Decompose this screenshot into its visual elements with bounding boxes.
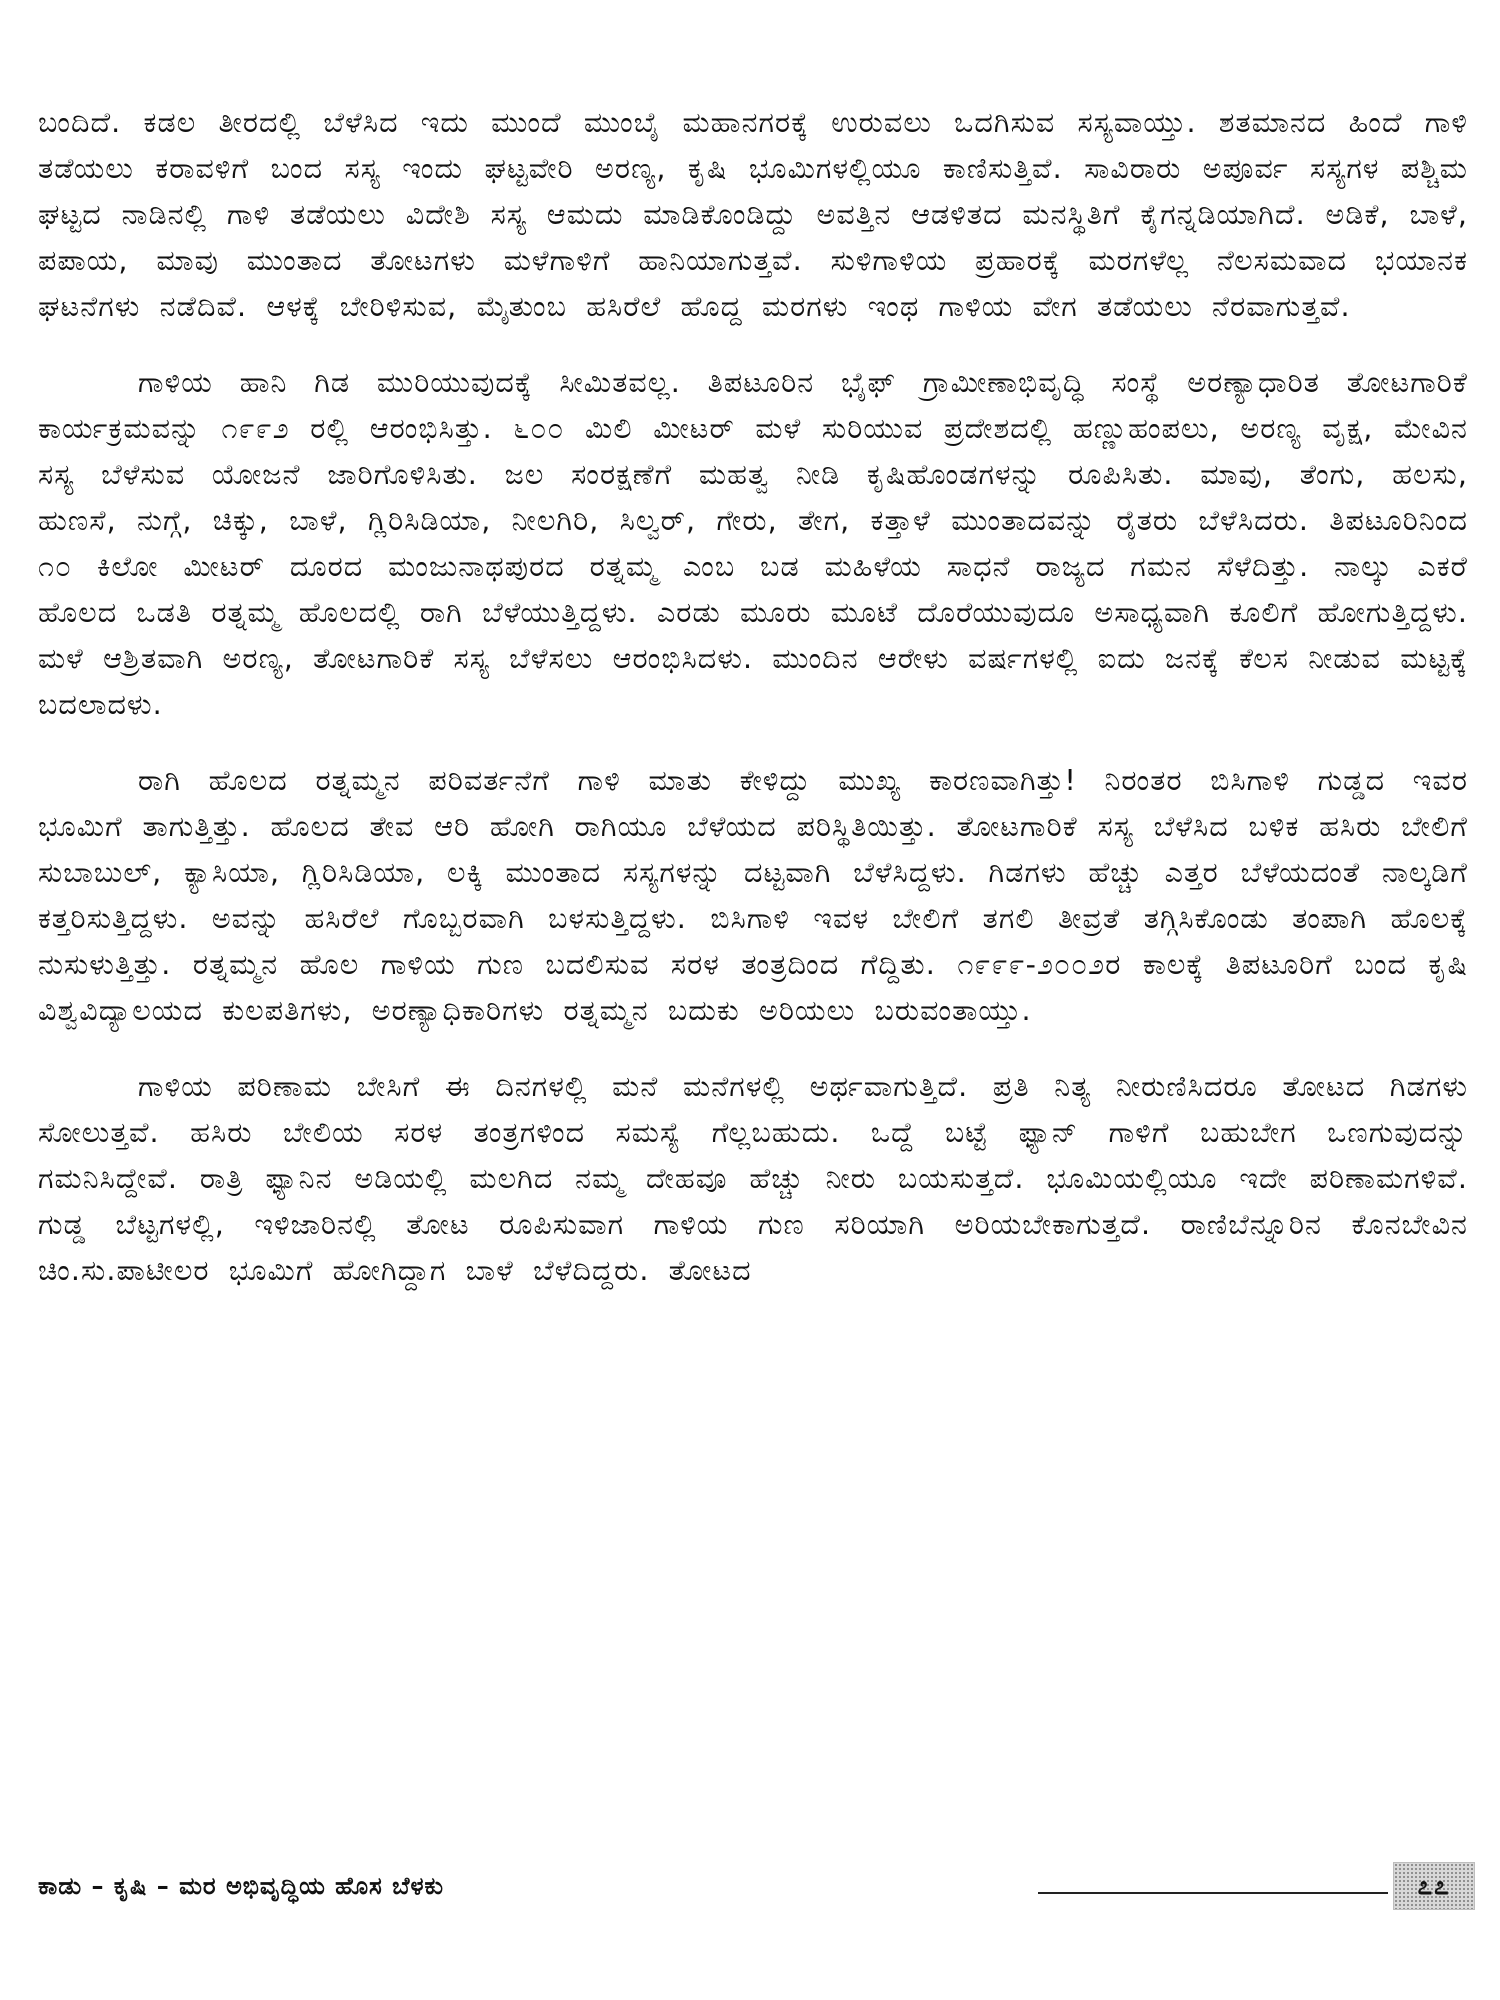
article-body: [38, 100, 1468, 1324]
paragraph-1: ಬಂದಿದೆ. ಕಡಲ ತೀರದಲ್ಲಿ ಬೆಳೆಸಿದ ಇದು ಮುಂದೆ ಮುಂಬೈ ಮಹಾನಗರಕ್ಕೆ ಉರುವಲು ಒದಗಿಸುವ ಸಸ್ಯವಾಯ್ತು. ಶತಮಾನದ ಹಿಂದೆ ಗಾಳಿ ತಡೆಯಲು ಕರಾವಳಿಗೆ ಬಂದ ಸಸ್ಯ ಇಂದು ಘಟ್ಟವೇರಿ ಅರಣ್ಯ, ಕೃಷಿ ಭೂಮಿಗಳಲ್ಲಿಯೂ ಕಾಣಿಸುತ್ತಿವೆ. ಸಾವಿರಾರು ಅಪೂರ್ವ ಸಸ್ಯಗಳ ಪಶ್ಚಿಮ ಘಟ್ಟದ ನಾಡಿನಲ್ಲಿ ಗಾಳಿ ತಡೆಯಲು ವಿದೇಶಿ ಸಸ್ಯ ಆಮದು ಮಾಡಿಕೊಂಡಿದ್ದು ಅವತ್ತಿನ ಆಡಳಿತದ ಮನಸ್ಥಿತಿಗೆ ಕೈಗನ್ನಡಿಯಾಗಿದೆ. ಅಡಿಕೆ, ಬಾಳೆ, ಪಪಾಯ, ಮಾವು ಮುಂತಾದ ತೋಟಗಳು ಮಳೆಗಾಳಿಗೆ ಹಾನಿಯಾಗುತ್ತವೆ. ಸುಳಿಗಾಳಿಯ ಪ್ರಹಾರಕ್ಕೆ ಮರಗಳೆಲ್ಲ ನೆಲಸಮವಾದ ಭಯಾನಕ ಘಟನೆಗಳು ನಡೆದಿವೆ. ಆಳಕ್ಕೆ ಬೇರಿಳಿಸುವ, ಮೈತುಂಬ ಹಸಿರೆಲೆ ಹೊದ್ದ ಮರಗಳು ಇಂಥ ಗಾಳಿಯ ವೇಗ ತಡೆಯಲು ನೆರವಾಗುತ್ತವೆ.: [38, 106, 1468, 323]
book-title: ಕಾಡು – ಕೃಷಿ – ಮರ ಅಭಿವೃದ್ಧಿಯ ಹೊಸ ಬೆಳಕು: [38, 1872, 444, 1900]
paragraph-4: ಗಾಳಿಯ ಪರಿಣಾಮ ಬೇಸಿಗೆ ಈ ದಿನಗಳಲ್ಲಿ ಮನೆ ಮನೆಗಳಲ್ಲಿ ಅರ್ಥವಾಗುತ್ತಿದೆ. ಪ್ರತಿ ನಿತ್ಯ ನೀರುಣಿಸಿದರೂ ತೋಟದ ಗಿಡಗಳು ಸೋಲುತ್ತವೆ. ಹಸಿರು ಬೇಲಿಯ ಸರಳ ತಂತ್ರಗಳಿಂದ ಸಮಸ್ಯೆ ಗೆಲ್ಲಬಹುದು. ಒದ್ದೆ ಬಟ್ಟೆ ಫ್ಯಾನ್ ಗಾಳಿಗೆ ಬಹುಬೇಗ ಒಣಗುವುದನ್ನು ಗಮನಿಸಿದ್ದೇವೆ. ರಾತ್ರಿ ಫ್ಯಾನಿನ ಅಡಿಯಲ್ಲಿ ಮಲಗಿದ ನಮ್ಮ ದೇಹವೂ ಹೆಚ್ಚು ನೀರು ಬಯಸುತ್ತದೆ. ಭೂಮಿಯಲ್ಲಿಯೂ ಇದೇ ಪರಿಣಾಮಗಳಿವೆ. ಗುಡ್ಡ ಬೆಟ್ಟಗಳಲ್ಲಿ, ಇಳಿಜಾರಿನಲ್ಲಿ ತೋಟ ರೂಪಿಸುವಾಗ ಗಾಳಿಯ ಗುಣ ಸರಿಯಾಗಿ ಅರಿಯಬೇಕಾಗುತ್ತದೆ. ರಾಣಿಬೆನ್ನೂರಿನ ಕೊನಬೇವಿನ ಚಿಂ.ಸು.ಪಾಟೀಲರ ಭೂಮಿಗೆ ಹೋಗಿದ್ದಾಗ ಬಾಳೆ ಬೆಳೆದಿದ್ದರು. ತೋಟದ: [38, 1070, 1468, 1287]
footer-divider: [1038, 1892, 1388, 1894]
paragraph-3: ರಾಗಿ ಹೊಲದ ರತ್ನಮ್ಮನ ಪರಿವರ್ತನೆಗೆ ಗಾಳಿ ಮಾತು ಕೇಳಿದ್ದು ಮುಖ್ಯ ಕಾರಣವಾಗಿತ್ತು! ನಿರಂತರ ಬಿಸಿಗಾಳಿ ಗುಡ್ಡದ ಇವರ ಭೂಮಿಗೆ ತಾಗುತ್ತಿತ್ತು. ಹೊಲದ ತೇವ ಆರಿ ಹೋಗಿ ರಾಗಿಯೂ ಬೆಳೆಯದ ಪರಿಸ್ಥಿತಿಯಿತ್ತು. ತೋಟಗಾರಿಕೆ ಸಸ್ಯ ಬೆಳೆಸಿದ ಬಳಿಕ ಹಸಿರು ಬೇಲಿಗೆ ಸುಬಾಬುಲ್, ಕ್ಯಾಸಿಯಾ, ಗ್ಲಿರಿಸಿಡಿಯಾ, ಲಕ್ಕಿ ಮುಂತಾದ ಸಸ್ಯಗಳನ್ನು ದಟ್ಟವಾಗಿ ಬೆಳೆಸಿದ್ದಳು. ಗಿಡಗಳು ಹೆಚ್ಚು ಎತ್ತರ ಬೆಳೆಯದಂತೆ ನಾಲ್ಕಡಿಗೆ ಕತ್ತರಿಸುತ್ತಿದ್ದಳು. ಅವನ್ನು ಹಸಿರೆಲೆ ಗೊಬ್ಬರವಾಗಿ ಬಳಸುತ್ತಿದ್ದಳು. ಬಿಸಿಗಾಳಿ ಇವಳ ಬೇಲಿಗೆ ತಗಲಿ ತೀವ್ರತೆ ತಗ್ಗಿಸಿಕೊಂಡು ತಂಪಾಗಿ ಹೊಲಕ್ಕೆ ನುಸುಳುತ್ತಿತ್ತು. ರತ್ನಮ್ಮನ ಹೊಲ ಗಾಳಿಯ ಗುಣ ಬದಲಿಸುವ ಸರಳ ತಂತ್ರದಿಂದ ಗೆದ್ದಿತು. ೧೯೯೯-೨೦೦೨ರ ಕಾಲಕ್ಕೆ ತಿಪಟೂರಿಗೆ ಬಂದ ಕೃಷಿ ವಿಶ್ವವಿದ್ಯಾಲಯದ ಕುಲಪತಿಗಳು, ಅರಣ್ಯಾಧಿಕಾರಿಗಳು ರತ್ನಮ್ಮನ ಬದುಕು ಅರಿಯಲು ಬರುವಂತಾಯ್ತು.: [38, 764, 1468, 1027]
paragraph-2: ಗಾಳಿಯ ಹಾನಿ ಗಿಡ ಮುರಿಯುವುದಕ್ಕೆ ಸೀಮಿತವಲ್ಲ. ತಿಪಟೂರಿನ ಭೈಫ್ ಗ್ರಾಮೀಣಾಭಿವೃದ್ಧಿ ಸಂಸ್ಥೆ ಅರಣ್ಯಾಧಾರಿತ ತೋಟಗಾರಿಕೆ ಕಾರ್ಯಕ್ರಮವನ್ನು ೧೯೯೨ ರಲ್ಲಿ ಆರಂಭಿಸಿತ್ತು. ೬೦೦ ಮಿಲಿ ಮೀಟರ್ ಮಳೆ ಸುರಿಯುವ ಪ್ರದೇಶದಲ್ಲಿ ಹಣ್ಣುಹಂಪಲು, ಅರಣ್ಯ ವೃಕ್ಷ, ಮೇವಿನ ಸಸ್ಯ ಬೆಳೆಸುವ ಯೋಜನೆ ಜಾರಿಗೊಳಿಸಿತು. ಜಲ ಸಂರಕ್ಷಣೆಗೆ ಮಹತ್ವ ನೀಡಿ ಕೃಷಿಹೊಂಡಗಳನ್ನು ರೂಪಿಸಿತು. ಮಾವು, ತೆಂಗು, ಹಲಸು, ಹುಣಸೆ, ನುಗ್ಗೆ, ಚಿಕ್ಕು, ಬಾಳೆ, ಗ್ಲಿರಿಸಿಡಿಯಾ, ನೀಲಗಿರಿ, ಸಿಲ್ವರ್, ಗೇರು, ತೇಗ, ಕತ್ತಾಳೆ ಮುಂತಾದವನ್ನು ರೈತರು ಬೆಳೆಸಿದರು. ತಿಪಟೂರಿನಿಂದ ೧೦ ಕಿಲೋ ಮೀಟರ್ ದೂರದ ಮಂಜುನಾಥಪುರದ ರತ್ನಮ್ಮ ಎಂಬ ಬಡ ಮಹಿಳೆಯ ಸಾಧನೆ ರಾಜ್ಯದ ಗಮನ ಸೆಳೆದಿತ್ತು. ನಾಲ್ಕು ಎಕರೆ ಹೊಲದ ಒಡತಿ ರತ್ನಮ್ಮ ಹೊಲದಲ್ಲಿ ರಾಗಿ ಬೆಳೆಯುತ್ತಿದ್ದಳು. ಎರಡು ಮೂರು ಮೂಟೆ ದೊರೆಯುವುದೂ ಅಸಾಧ್ಯವಾಗಿ ಕೂಲಿಗೆ ಹೋಗುತ್ತಿದ್ದಳು. ಮಳೆ ಆಶ್ರಿತವಾಗಿ ಅರಣ್ಯ, ತೋಟಗಾರಿಕೆ ಸಸ್ಯ ಬೆಳೆಸಲು ಆರಂಭಿಸಿದಳು. ಮುಂದಿನ ಆರೇಳು ವರ್ಷಗಳಲ್ಲಿ ಐದು ಜನಕ್ಕೆ ಕೆಲಸ ನೀಡುವ ಮಟ್ಟಕ್ಕೆ ಬದಲಾದಳು.: [38, 366, 1468, 721]
page-number: ೭೭: [1393, 1862, 1475, 1910]
page-footer: [38, 1862, 1468, 1910]
